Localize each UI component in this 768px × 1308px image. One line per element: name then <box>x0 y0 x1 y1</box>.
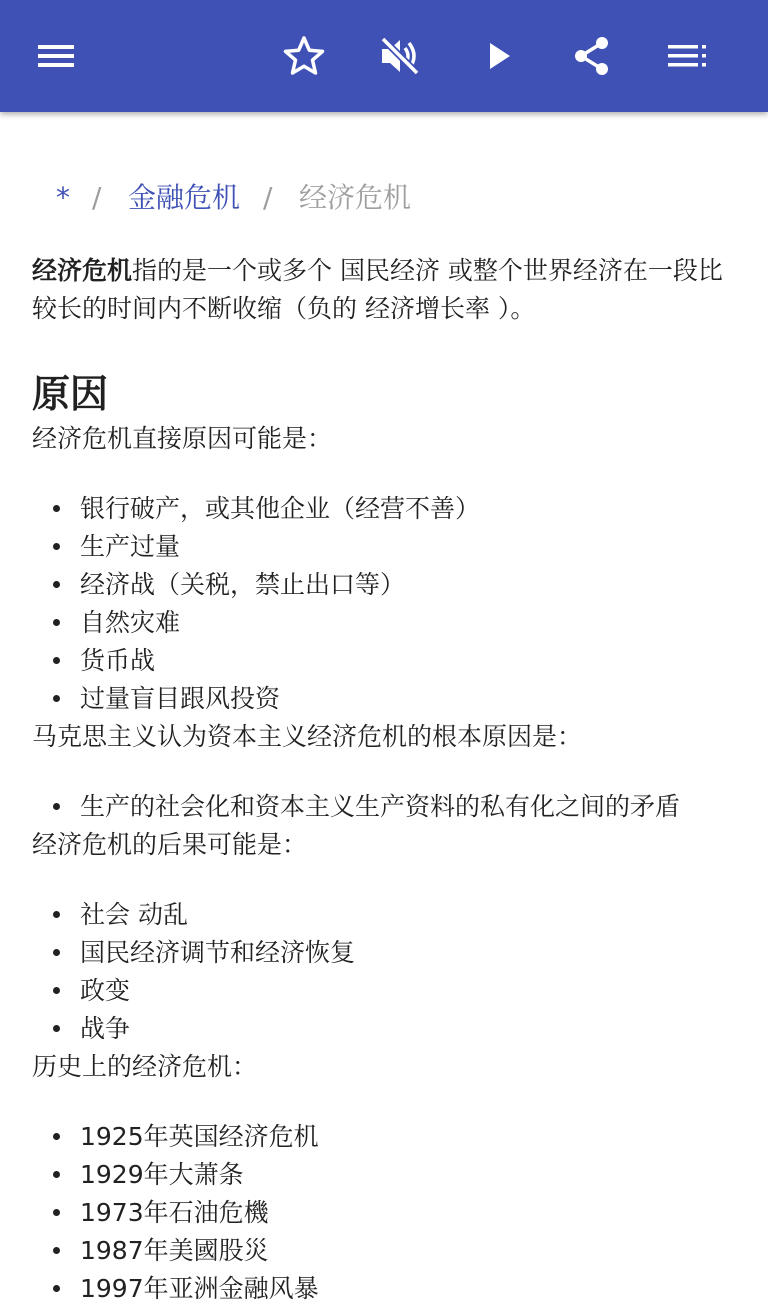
list-item: 经济战（关税，禁止出口等） <box>80 566 732 604</box>
list-item: 过量盲目跟风投资 <box>80 680 732 718</box>
consequences-intro: 经济危机的后果可能是： <box>32 830 308 859</box>
marxist-intro: 马克思主义认为资本主义经济危机的根本原因是： <box>32 722 583 751</box>
play-icon <box>476 34 520 78</box>
list-item: 战争 <box>80 1010 732 1048</box>
breadcrumb <box>0 178 768 218</box>
star-icon <box>282 34 326 78</box>
list-item: 1987年美國股災 <box>80 1232 732 1270</box>
article-body <box>32 252 732 1308</box>
list-item: 银行破产，或其他企业（经营不善） <box>80 490 732 528</box>
playlist-icon <box>666 34 710 78</box>
direct-causes-intro: 经济危机直接原因可能是： <box>32 424 333 453</box>
consequences-list <box>32 896 732 1048</box>
play-button[interactable] <box>470 28 526 84</box>
marxist-causes-list <box>32 788 732 826</box>
list-item: 政变 <box>80 972 732 1010</box>
breadcrumb-separator: / <box>92 181 102 214</box>
lead-term: 经济危机 <box>32 256 133 285</box>
breadcrumb-parent-link[interactable]: 金融危机 <box>128 181 241 214</box>
breadcrumb-current: 经济危机 <box>299 181 412 214</box>
list-item: 国民经济调节和经济恢复 <box>80 934 732 972</box>
section-title: 原因 <box>32 372 109 416</box>
list-item: 生产的社会化和资本主义生产资料的私有化之间的矛盾 <box>80 788 732 826</box>
list-item: 货币战 <box>80 642 732 680</box>
lead-text: 指的是一个或多个 国民经济 或整个世界经济在一段比较长的时间内不断收缩（负的 经济增长率 ）。 <box>32 256 723 323</box>
contents-button[interactable] <box>660 28 716 84</box>
history-intro: 历史上的经济危机： <box>32 1052 258 1081</box>
menu-icon <box>36 36 76 76</box>
list-item: 生产过量 <box>80 528 732 566</box>
list-item: 社会 动乱 <box>80 896 732 934</box>
bookmark-button[interactable] <box>276 28 332 84</box>
list-item: 1973年石油危機 <box>80 1194 732 1232</box>
breadcrumb-home-link[interactable]: * <box>56 181 70 214</box>
breadcrumb-separator: / <box>263 181 273 214</box>
direct-causes-list <box>32 490 732 718</box>
volume-off-icon <box>378 34 422 78</box>
lead-paragraph <box>32 252 732 328</box>
list-item: 自然灾难 <box>80 604 732 642</box>
list-item: 1925年英国经济危机 <box>80 1118 732 1156</box>
share-icon <box>570 34 614 78</box>
menu-button[interactable] <box>28 28 84 84</box>
share-button[interactable] <box>564 28 620 84</box>
list-item: 1929年大萧条 <box>80 1156 732 1194</box>
mute-button[interactable] <box>372 28 428 84</box>
app-bar <box>0 0 768 112</box>
list-item: 1997年亚洲金融风暴 <box>80 1270 732 1308</box>
